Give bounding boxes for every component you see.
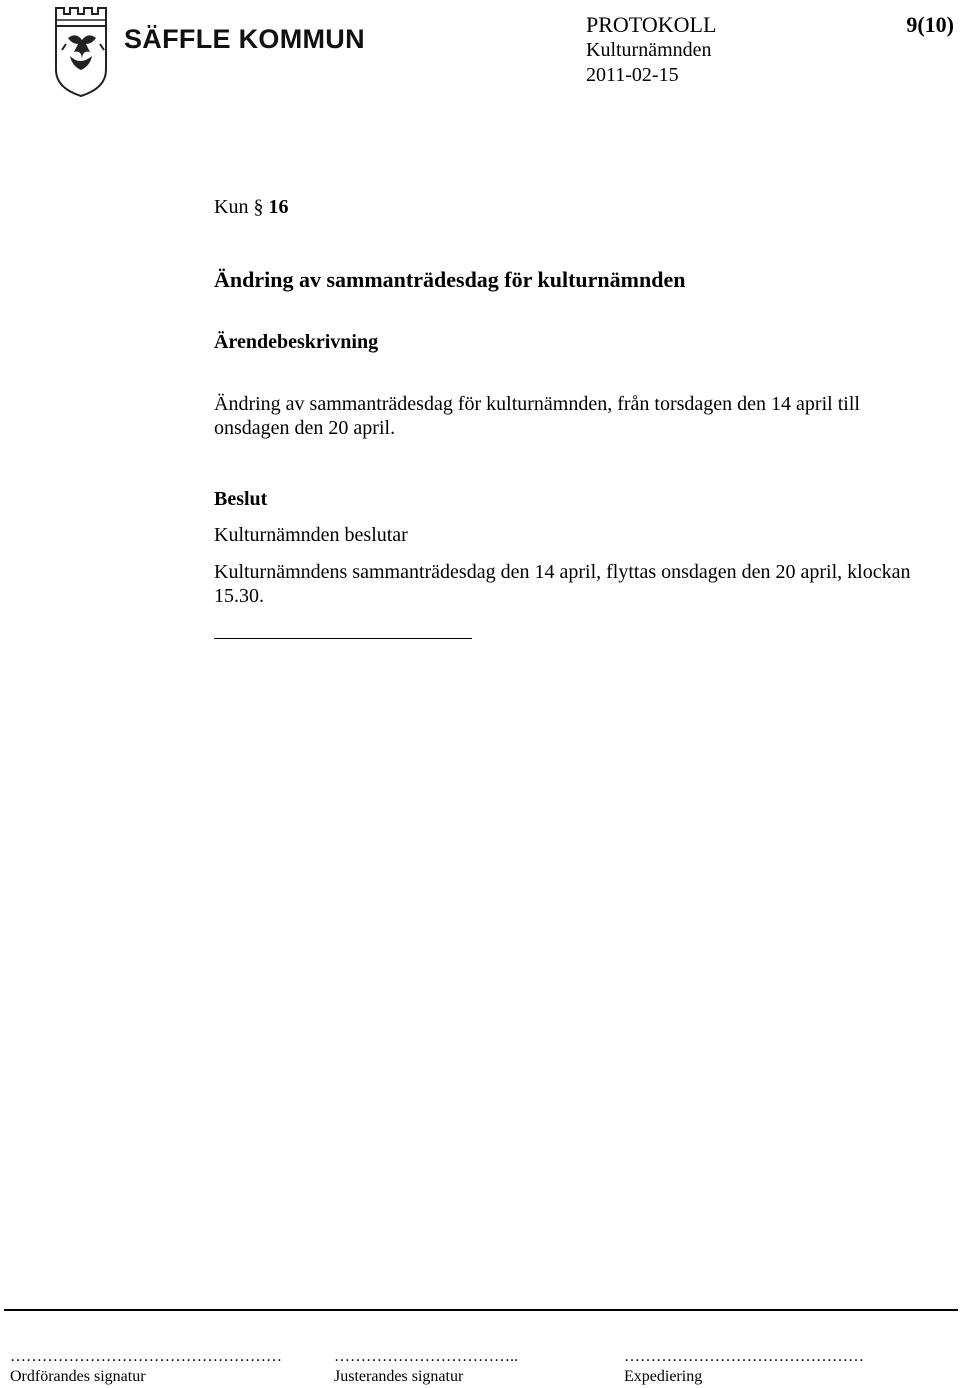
decision-intro: Kulturnämnden beslutar bbox=[214, 524, 408, 546]
decision-heading: Beslut bbox=[214, 488, 268, 510]
chair-signature bbox=[10, 1348, 282, 1386]
meeting-date: 2011-02-15 bbox=[586, 64, 679, 86]
section-end-rule bbox=[214, 638, 472, 639]
document-type: PROTOKOLL bbox=[586, 12, 717, 37]
dispatch-signature bbox=[624, 1348, 864, 1386]
section-symbol: § bbox=[253, 196, 264, 218]
section-title: Ändring av sammanträdesdag för kulturnämnden bbox=[214, 267, 686, 292]
municipality-logo bbox=[52, 4, 365, 100]
decision-text: Kulturnämndens sammanträdesdag den 14 april, flyttas onsdagen den 20 april, klockan 15.30. bbox=[214, 561, 911, 607]
signature-label: Expediering bbox=[624, 1368, 703, 1385]
municipality-name: SÄFFLE KOMMUN bbox=[124, 24, 365, 54]
description-heading: Ärendebeskrivning bbox=[214, 331, 379, 353]
committee-name: Kulturnämnden bbox=[586, 39, 712, 61]
coat-of-arms-icon bbox=[52, 4, 114, 98]
signature-line: ……………………………………… bbox=[624, 1348, 864, 1365]
signature-label: Justerandes signatur bbox=[334, 1368, 464, 1385]
signature-line: …………………………….. bbox=[334, 1348, 518, 1365]
footer-rule bbox=[4, 1309, 958, 1311]
section-prefix: Kun bbox=[214, 196, 249, 218]
section-number: 16 bbox=[268, 196, 289, 218]
description-text: Ändring av sammanträdesdag för kulturnämnden, från torsdagen den 14 april till onsdagen den 20 april. bbox=[214, 393, 860, 439]
section-reference bbox=[214, 196, 288, 219]
signature-label: Ordförandes signatur bbox=[10, 1368, 146, 1385]
page-number: 9(10) bbox=[906, 12, 954, 37]
signature-line: …………………………………………… bbox=[10, 1348, 282, 1365]
adjuster-signature bbox=[334, 1348, 518, 1386]
